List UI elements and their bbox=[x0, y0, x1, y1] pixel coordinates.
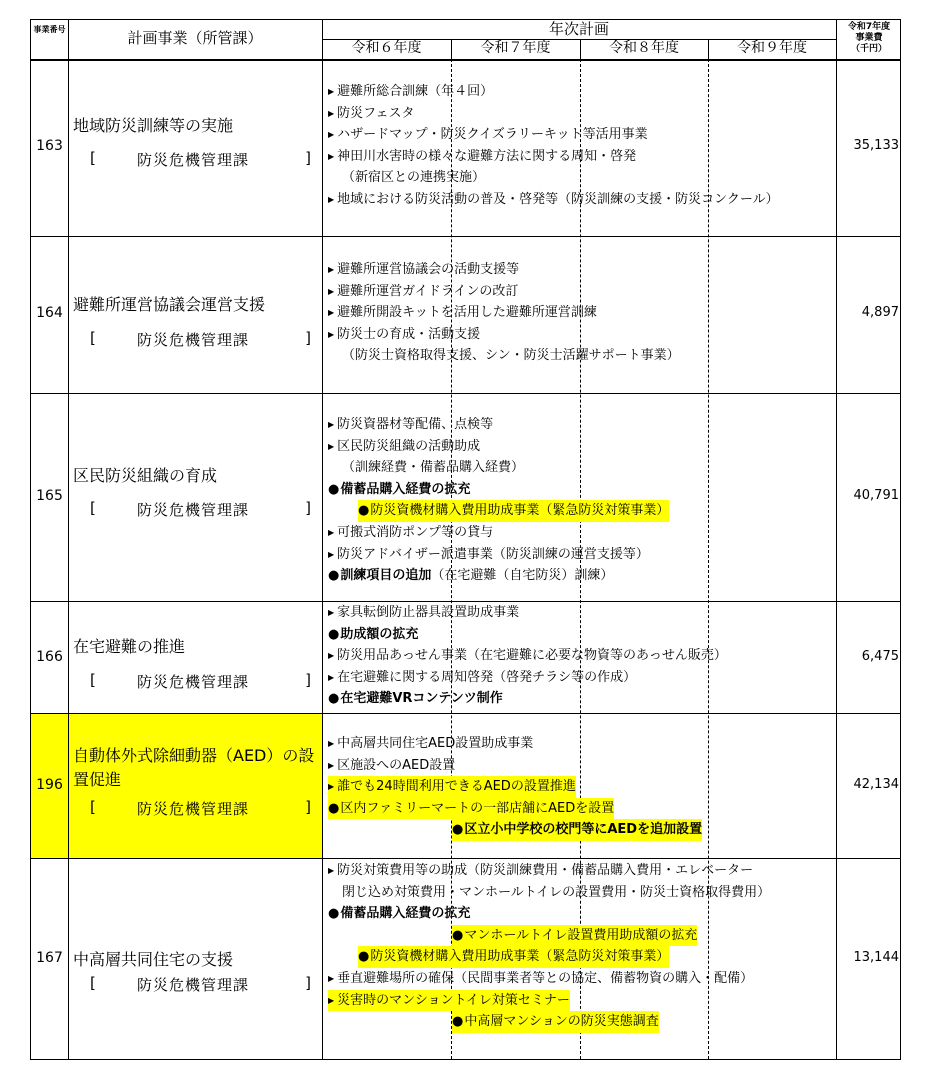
row-title: 区民防災組織の育成 bbox=[73, 466, 218, 485]
plan-line-text: 閉じ込め対策費用・マンホールトイレの設置費用・防災士資格取得費用） bbox=[342, 884, 771, 900]
plan-line-content bbox=[328, 860, 753, 882]
row-plan-lines bbox=[328, 81, 779, 211]
plan-line-content bbox=[328, 667, 636, 689]
plan-line bbox=[328, 544, 669, 566]
row-amount: 6,475 bbox=[861, 649, 899, 664]
col-divider bbox=[580, 39, 581, 59]
plan-line-content bbox=[328, 281, 518, 303]
triangle-bullet-icon: ▶ bbox=[328, 995, 335, 1005]
header-year-2: 令和７年度 bbox=[480, 40, 551, 56]
dot-bullet-icon: ● bbox=[328, 906, 340, 922]
plan-line bbox=[328, 1011, 770, 1033]
triangle-bullet-icon: ▶ bbox=[328, 441, 335, 451]
dot-bullet-icon: ● bbox=[328, 481, 340, 497]
row-amount: 40,791 bbox=[853, 488, 899, 503]
row-plan-lines bbox=[328, 860, 770, 1033]
plan-line-content bbox=[328, 602, 519, 624]
dot-bullet-icon: ● bbox=[328, 691, 340, 707]
plan-line-content bbox=[328, 414, 493, 436]
plan-line bbox=[328, 436, 669, 458]
plan-line bbox=[328, 522, 669, 544]
plan-line bbox=[328, 414, 669, 436]
row-title: 地域防災訓練等の実施 bbox=[73, 116, 234, 135]
plan-line-content bbox=[328, 522, 493, 544]
plan-line-content bbox=[342, 882, 770, 904]
col-divider bbox=[322, 20, 323, 1059]
plan-line bbox=[328, 946, 770, 968]
plan-line bbox=[328, 565, 669, 587]
plan-line-content bbox=[452, 1011, 659, 1033]
plan-line-text: 避難所総合訓練（年４回） bbox=[337, 84, 494, 99]
dot-bullet-icon: ● bbox=[358, 949, 370, 965]
plan-line bbox=[328, 624, 727, 646]
plan-line-content bbox=[342, 345, 680, 367]
row-divider bbox=[31, 713, 900, 714]
plan-line-text: 区施設へのAED設置 bbox=[337, 757, 456, 773]
row-no: 166 bbox=[36, 649, 63, 665]
plan-line-text: （訓練経費・備蓄品購入経費） bbox=[342, 460, 525, 476]
triangle-bullet-icon: ▶ bbox=[328, 108, 335, 118]
plan-line-text: 在宅避難VRコンテンツ制作 bbox=[340, 691, 503, 707]
triangle-bullet-icon: ▶ bbox=[328, 973, 335, 983]
dot-bullet-icon: ● bbox=[358, 503, 370, 519]
triangle-bullet-icon: ▶ bbox=[328, 782, 335, 792]
row-plan-lines bbox=[328, 414, 669, 587]
row-no: 165 bbox=[36, 488, 63, 504]
plan-line-content bbox=[328, 733, 533, 755]
plan-line-text: 中高層マンションの防災実態調査 bbox=[464, 1014, 659, 1030]
row-amount: 35,133 bbox=[853, 138, 899, 153]
plan-line-text: 中高層共同住宅AED設置助成事業 bbox=[337, 736, 534, 751]
dot-bullet-icon: ● bbox=[328, 626, 340, 642]
header-cost-line-3: （千円） bbox=[850, 44, 887, 54]
plan-line-text: 地域における防災活動の普及・啓発等（防災訓練の支援・防災コンクール） bbox=[337, 191, 779, 207]
row-amount: 4,897 bbox=[861, 305, 899, 320]
plan-line-text: 区内ファミリーマートの一部店舗にAEDを設置 bbox=[340, 800, 615, 816]
col-divider bbox=[68, 20, 69, 1059]
plan-line-content bbox=[328, 968, 753, 990]
plan-line bbox=[328, 882, 770, 904]
plan-line bbox=[328, 645, 727, 667]
header-cost bbox=[836, 22, 902, 55]
plan-line-content bbox=[328, 124, 648, 146]
row-title: 自動体外式除細動器（AED）の設置促進 bbox=[73, 746, 315, 789]
plan-line-content bbox=[328, 755, 455, 777]
plan-line-content bbox=[328, 565, 613, 587]
triangle-bullet-icon: ▶ bbox=[328, 527, 335, 537]
plan-line bbox=[328, 479, 669, 501]
plan-line bbox=[328, 755, 702, 777]
plan-line-text: ハザードマップ・防災クイズラリーキット等活用事業 bbox=[337, 127, 648, 143]
plan-line-text: 防災アドバイザー派遣事業（防災訓練の運営支援等） bbox=[337, 546, 649, 562]
plan-line bbox=[328, 457, 669, 479]
triangle-bullet-icon: ▶ bbox=[328, 420, 335, 429]
plan-line-content bbox=[358, 946, 669, 968]
header-year-3: 令和８年度 bbox=[609, 40, 679, 56]
plan-line-content bbox=[328, 645, 727, 667]
header-subline bbox=[322, 39, 836, 40]
plan-line-content bbox=[328, 324, 480, 346]
dot-bullet-icon: ● bbox=[452, 1014, 464, 1030]
plan-line bbox=[328, 602, 727, 624]
header-cost-line-2: 事業費 bbox=[855, 33, 883, 43]
triangle-bullet-icon: ▶ bbox=[328, 329, 335, 339]
dot-bullet-icon: ● bbox=[328, 800, 340, 816]
col-divider bbox=[836, 20, 837, 1059]
plan-line-text: （防災士資格取得支援、シン・防災士活躍サポート事業） bbox=[342, 348, 680, 364]
plan-line-content bbox=[342, 167, 485, 189]
header-no: 事業番号 bbox=[33, 25, 66, 34]
plan-line bbox=[328, 860, 770, 882]
plan-line-text: 助成額の拡充 bbox=[340, 626, 419, 642]
row-no: 164 bbox=[36, 305, 63, 321]
triangle-bullet-icon: ▶ bbox=[328, 151, 335, 161]
header-year-4: 令和９年度 bbox=[737, 40, 807, 56]
row-divider bbox=[31, 236, 900, 237]
plan-line-text: 防災フェスタ bbox=[337, 105, 415, 121]
plan-line-content bbox=[328, 688, 503, 710]
plan-line-text: 防災用品あっせん事業（在宅避難に必要な物資等のあっせん販売） bbox=[337, 648, 727, 664]
plan-line-content bbox=[328, 302, 597, 324]
plan-line-text: 避難所開設キットを活用した避難所運営訓練 bbox=[337, 305, 597, 321]
plan-line-text: 備蓄品購入経費の拡充 bbox=[340, 481, 471, 497]
triangle-bullet-icon: ▶ bbox=[328, 760, 335, 770]
plan-line-content bbox=[452, 925, 697, 947]
plan-line-suffix: （在宅避難（自宅防災）訓練） bbox=[431, 568, 614, 584]
triangle-bullet-icon: ▶ bbox=[328, 130, 335, 140]
plan-line-text: 避難所運営ガイドラインの改訂 bbox=[337, 283, 519, 299]
row-amount: 42,134 bbox=[853, 777, 899, 792]
row-amount: 13,144 bbox=[853, 950, 899, 965]
row-no: 163 bbox=[36, 138, 63, 154]
plan-line-text: 防災対策費用等の助成（防災訓練費用・備蓄品購入費用・エレベーター bbox=[337, 863, 754, 878]
dot-bullet-icon: ● bbox=[328, 568, 340, 584]
triangle-bullet-icon: ▶ bbox=[328, 265, 335, 274]
plan-line-text: 防災資機材購入費用助成事業（緊急防災対策事業） bbox=[370, 949, 670, 965]
triangle-bullet-icon: ▶ bbox=[328, 286, 335, 296]
plan-line-text: 神田川水害時の様々な避難方法に関する周知・啓発 bbox=[337, 148, 637, 164]
triangle-bullet-icon: ▶ bbox=[328, 549, 335, 559]
plan-line bbox=[328, 990, 770, 1012]
plan-line-text: 区立小中学校の校門等にAEDを追加設置 bbox=[464, 822, 703, 838]
plan-table: 事業番号 計画事業（所管課） 年次計画 令和６年度 令和７年度 令和８年度 令和９年度 令和7年度 事業費 （千円） 163 地域防災訓練等の実施 [ 防災危機管理課 ] 35,133 ▶ 避難所総合訓練（年４回） ▶ 防災フェスタ ▶ ハザードマップ・防災クイズラリーキット等活用事業 ▶ 神田川水害時の様々な避難方法に関する周知・啓発 （新宿区との連携実施） ▶ 地域における防災活動の普及・啓発等（防災訓練の支援・防災コンクール） 164 避難所運営協議会運営支援 [ 防災危機管理課 ] 4,897 ▶ 避難所運営協議会の活動支援等 ▶ 避難所運営ガイドラインの改訂 ▶ 避難所開設キットを活用した避難所運営訓練 ▶ 防災士の育成・活動支援 （防災士資格取得支援、シン・防災士活躍サポート事業） 165 区民防災組織の育成 [ 防災危機管理課 ] 40,791 ▶ 防災資器材等配備、点検等 ▶ 区民防災組織の活動助成 （訓練経費・備蓄品購入経費） ●備蓄品購入経費の拡充 ●防災資機材購入費用助成事業（緊急防災対策事業） ▶ 可搬式消防ポンプ等の貸与 ▶ 防災アドバイザー派遣事業（防災訓練の運営支援等） ●訓練項目の追加（在宅避難（自宅防災）訓練） 166 在宅避難の推進 [ 防災危機管理課 ] 6,475 ▶ 家具転倒防止器具設置助成事業 ●助成額の拡充 ▶ 防災用品あっせん事業（在宅避難に必要な物資等のあっせん販売） ▶ 在宅避難に関する周知啓発（啓発チラシ等の作成） ●在宅避難VRコンテンツ制作 196 自動体外式除細動器（AED）の設置促進 [ 防災危機管理課 ] 42,134 ▶ 中高層共同住宅AED設置助成事業 ▶ 区施設へのAED設置 ▶ 誰でも24時間利用できるAEDの設置推進 ●区内ファミリーマートの一部店舗にAEDを設置 ●区立小中学校の校門等にAEDを追加設置 167 中高層共同住宅の支援 [ 防災危機管理課 ] 13,144 ▶ 防災対策費用等の助成（防災訓練費用・備蓄品購入費用・エレベーター 閉じ込め対策費用・マンホールトイレの設置費用・防災士資格取得費用） ●備蓄品購入経費の拡充 ●マンホールトイレ設置費用助成額の拡充 ●防災資機材購入費用助成事業（緊急防災対策事業） ▶ 垂直避難場所の確保（民間事業者等との協定、備蓄物資の購入・配備） ▶ 災害時のマンショントイレ対策セミナー ●中高層マンションの防災実態調査 bbox=[30, 19, 901, 1060]
header-cost-line-1: 令和7年度 bbox=[847, 22, 891, 32]
plan-line-content bbox=[328, 479, 470, 501]
plan-line-content bbox=[328, 624, 418, 646]
plan-line-text: 防災資機材購入費用助成事業（緊急防災対策事業） bbox=[370, 503, 670, 519]
plan-line bbox=[328, 259, 680, 281]
plan-line bbox=[328, 167, 779, 189]
col-divider bbox=[451, 39, 452, 59]
plan-line-text: 避難所運営協議会の活動支援等 bbox=[337, 262, 520, 277]
row-plan-lines bbox=[328, 602, 727, 710]
plan-line-text: 防災資器材等配備、点検等 bbox=[337, 417, 494, 432]
plan-line-content bbox=[452, 819, 702, 841]
plan-line-text: マンホールトイレ設置費用助成額の拡充 bbox=[464, 927, 698, 943]
plan-line-content bbox=[328, 81, 493, 103]
plan-line bbox=[328, 776, 702, 798]
dot-bullet-icon: ● bbox=[452, 927, 464, 943]
row-no: 196 bbox=[36, 777, 63, 793]
plan-line bbox=[328, 281, 680, 303]
row-divider bbox=[31, 858, 900, 859]
col-divider bbox=[708, 39, 709, 59]
row-title: 中高層共同住宅の支援 bbox=[73, 950, 234, 969]
plan-line-content bbox=[328, 544, 649, 566]
plan-line-content bbox=[328, 436, 480, 458]
plan-line bbox=[328, 500, 669, 522]
plan-line-text: 備蓄品購入経費の拡充 bbox=[340, 906, 471, 922]
plan-line-text: 訓練項目の追加 bbox=[340, 568, 432, 584]
plan-line bbox=[328, 819, 702, 841]
plan-line-text: 災害時のマンショントイレ対策セミナー bbox=[337, 992, 570, 1008]
plan-line-content bbox=[328, 776, 576, 798]
plan-line-content bbox=[358, 500, 669, 522]
plan-line bbox=[328, 345, 680, 367]
plan-line-content bbox=[328, 146, 636, 168]
plan-line-content bbox=[328, 798, 614, 820]
row-plan-lines bbox=[328, 733, 702, 841]
plan-line bbox=[328, 925, 770, 947]
triangle-bullet-icon: ▶ bbox=[328, 194, 335, 204]
row-title: 在宅避難の推進 bbox=[73, 637, 186, 656]
row-title: 避難所運営協議会運営支援 bbox=[73, 295, 266, 314]
header-bottom-line bbox=[31, 59, 900, 61]
plan-line-content bbox=[328, 990, 570, 1012]
header-project: 計画事業（所管課） bbox=[127, 29, 263, 47]
plan-line bbox=[328, 903, 770, 925]
triangle-bullet-icon: ▶ bbox=[328, 608, 335, 617]
plan-line bbox=[328, 103, 779, 125]
triangle-bullet-icon: ▶ bbox=[328, 866, 335, 875]
plan-line bbox=[328, 667, 727, 689]
plan-line-content bbox=[328, 259, 519, 281]
plan-line bbox=[328, 688, 727, 710]
plan-line-text: 垂直避難場所の確保（民間事業者等との協定、備蓄物資の購入・配備） bbox=[337, 970, 754, 986]
dot-bullet-icon: ● bbox=[452, 822, 464, 838]
plan-line bbox=[328, 146, 779, 168]
plan-line-content bbox=[342, 457, 524, 479]
row-divider bbox=[31, 393, 900, 394]
plan-line-content bbox=[328, 189, 779, 211]
plan-line-text: 可搬式消防ポンプ等の貸与 bbox=[337, 524, 494, 540]
header-annual-plan: 年次計画 bbox=[548, 20, 609, 38]
triangle-bullet-icon: ▶ bbox=[328, 651, 335, 661]
header-year-1: 令和６年度 bbox=[351, 40, 422, 56]
plan-line-content bbox=[328, 103, 415, 125]
triangle-bullet-icon: ▶ bbox=[328, 672, 335, 682]
plan-line bbox=[328, 302, 680, 324]
plan-line bbox=[328, 798, 702, 820]
plan-line bbox=[328, 324, 680, 346]
row-plan-lines bbox=[328, 259, 680, 367]
triangle-bullet-icon: ▶ bbox=[328, 308, 335, 318]
plan-line-text: 家具転倒防止器具設置助成事業 bbox=[337, 605, 520, 620]
triangle-bullet-icon: ▶ bbox=[328, 87, 335, 96]
plan-line-text: 区民防災組織の活動助成 bbox=[337, 438, 481, 454]
plan-line bbox=[328, 733, 702, 755]
row-no: 167 bbox=[36, 950, 63, 966]
triangle-bullet-icon: ▶ bbox=[328, 739, 335, 748]
plan-line-text: （新宿区との連携実施） bbox=[342, 170, 486, 186]
plan-line bbox=[328, 124, 779, 146]
plan-line bbox=[328, 968, 770, 990]
plan-line-text: 在宅避難に関する周知啓発（啓発チラシ等の作成） bbox=[337, 669, 637, 685]
plan-line-text: 誰でも24時間利用できるAEDの設置推進 bbox=[337, 779, 576, 795]
plan-line bbox=[328, 81, 779, 103]
plan-line-content bbox=[328, 903, 470, 925]
plan-line bbox=[328, 189, 779, 211]
plan-line-text: 防災士の育成・活動支援 bbox=[337, 326, 481, 342]
